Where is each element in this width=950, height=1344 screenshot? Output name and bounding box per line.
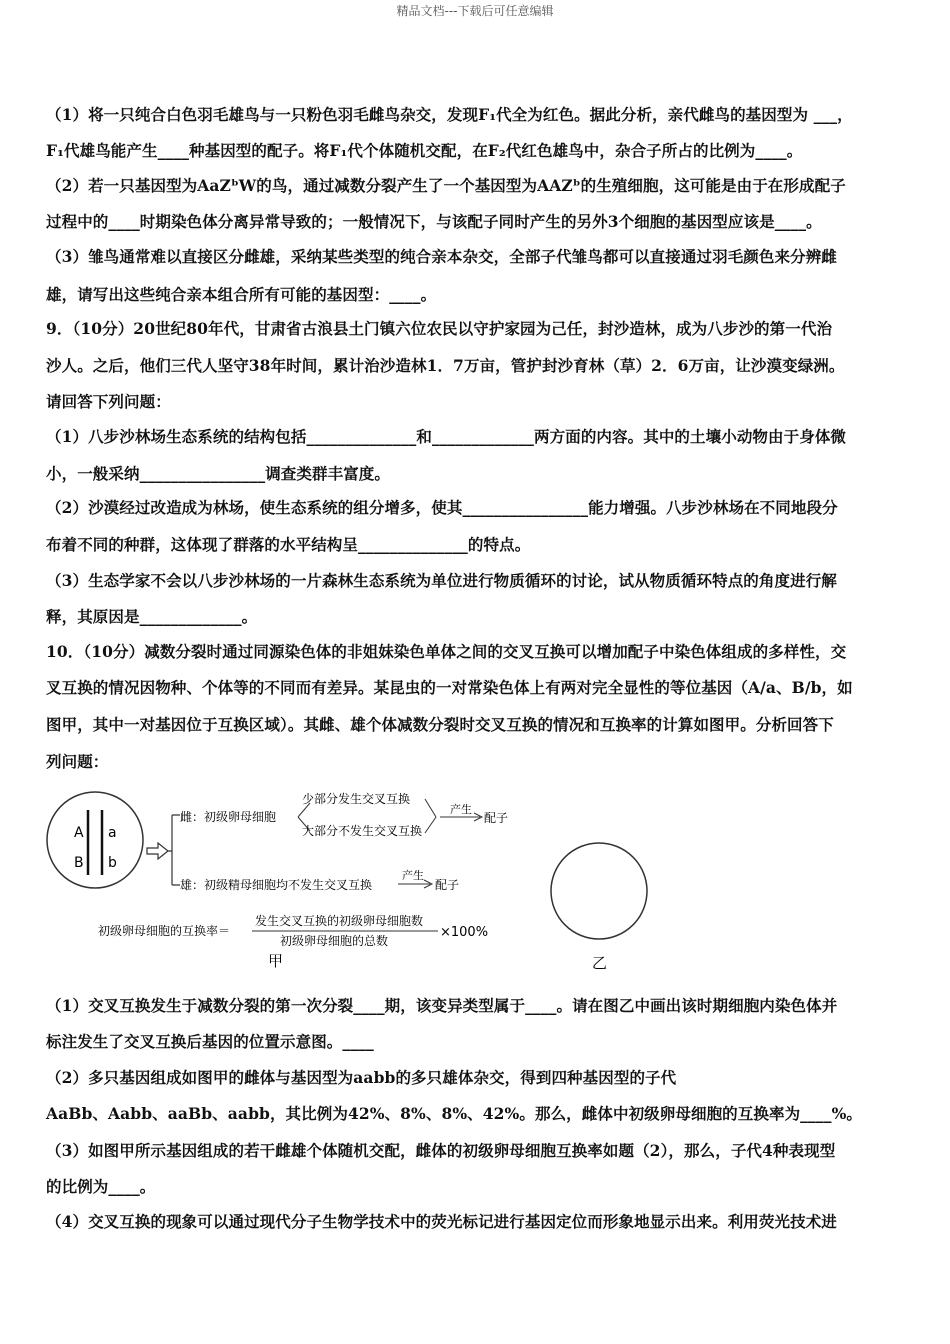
formula-times: ×100% xyxy=(440,925,489,940)
text-line: （1）交叉互换发生于减数分裂的第一次分裂____期，该变异类型属于____。请在图乙中画出该时期细胞内染色体并 xyxy=(46,996,838,1015)
produce-label-1: 产生 xyxy=(450,803,472,816)
text-line: （4）交叉互换的现象可以通过现代分子生物学技术中的荧光标记进行基因定位而形象地显示出来。利用荧光技术进 xyxy=(46,1212,837,1231)
text-line: 叉互换的情况因物种、个体等的不同而有差异。某昆虫的一对常染色体上有两对完全显性的等位基因（A/a、B/b，如 xyxy=(46,678,853,697)
text-line: AaBb、Aabb、aaBb、aabb，其比例为42%、8%、8%、42%。那么，雌体中初级卵母细胞的互换率为____%。 xyxy=(46,1104,862,1123)
formula-left: 初级卵母细胞的互换率＝ xyxy=(98,924,231,938)
gene-a: a xyxy=(108,825,117,841)
text-line: （3）生态学家不会以八步沙林场的一片森林生态系统为单位进行物质循环的讨论，试从物质循环特点的角度进行解 xyxy=(46,571,837,590)
text-line: 布着不同的种群，这体现了群落的水平结构呈______________的特点。 xyxy=(46,535,531,554)
text-line: 标注发生了交叉互换后基因的位置示意图。____ xyxy=(46,1032,374,1051)
text-line: （1）八步沙林场生态系统的结构包括______________和_____________两方面的内容。其中的土壤小动物由于身体微 xyxy=(46,427,847,446)
gene-A: A xyxy=(74,825,84,841)
female-label: 雌：初级卵母细胞 xyxy=(180,810,277,824)
text-line: （3）雏鸟通常难以直接区分雌雄，采纳某些类型的纯合亲本杂交，全部子代雏鸟都可以直接通过羽毛颜色来分辨雌 xyxy=(46,247,837,266)
text-line: （2）沙漠经过改造成为林场，使生态系统的组分增多，使其________________能力增强。八步沙林场在不同地段分 xyxy=(46,498,838,517)
formula-numerator: 发生交叉互换的初级卵母细胞数 xyxy=(255,914,424,928)
cell-circle xyxy=(47,792,143,888)
text-line: （2）若一只基因型为AaZᵇW的鸟，通过减数分裂产生了一个基因型为AAZᵇ的生殖细胞，这可能是由于在形成配子 xyxy=(46,176,846,195)
branch-most: 大部分不发生交叉互换 xyxy=(302,824,423,838)
question-9-line: 9．（10分）20世纪80年代，甘肃省古浪县土门镇六位农民以守护家园为己任，封沙造林，成为八步沙的第一代治 xyxy=(46,319,833,338)
produce-label-2: 产生 xyxy=(402,869,424,882)
label-yi: 乙 xyxy=(592,954,608,972)
gamete-label-1: 配子 xyxy=(484,811,509,825)
text-line: 的比例为____。 xyxy=(46,1177,156,1196)
question-10-line: 10．（10分）减数分裂时通过同源染色体的非姐妹染色单体之间的交叉互换可以增加配子中染色体组成的多样性，交 xyxy=(46,642,847,661)
branch-few: 少部分发生交叉互换 xyxy=(302,792,411,806)
text-line: （1）将一只纯合白色羽毛雄鸟与一只粉色羽毛雌鸟杂交，发现F₁代全为红色。据此分析，亲代雌鸟的基因型为 ___， xyxy=(46,105,853,124)
text-line: 请回答下列问题： xyxy=(46,392,171,411)
text-line: F₁代雄鸟能产生____种基因型的配子。将F₁代个体随机交配，在F₂代红色雄鸟中，杂合子所占的比例为____。 xyxy=(46,141,803,160)
gene-B: B xyxy=(74,855,84,871)
text-line: 释，其原因是_____________。 xyxy=(46,607,258,626)
merge-lines xyxy=(425,799,436,833)
formula-denominator: 初级卵母细胞的总数 xyxy=(280,934,389,948)
gamete-label-2: 配子 xyxy=(435,878,460,892)
label-jia: 甲 xyxy=(268,952,284,970)
text-line: 雄，请写出这些纯合亲本组合所有可能的基因型：____。 xyxy=(46,285,437,304)
text-line: 列问题： xyxy=(46,752,109,771)
text-line: （2）多只基因组成如图甲的雌体与基因型为aabb的多只雄体杂交，得到四种基因型的子代 xyxy=(46,1068,677,1087)
gene-b: b xyxy=(108,855,117,871)
page-header: 精品文档---下载后可任意编辑 xyxy=(396,4,554,18)
text-line: （3）如图甲所示基因组成的若干雌雄个体随机交配，雌体的初级卵母细胞互换率如题（2），那么，子代4种表现型 xyxy=(46,1141,836,1160)
text-line: 沙人。之后，他们三代人坚守38年时间，累计治沙造林1．7万亩，管护封沙育林（草）2．6万亩，让沙漠变绿洲。 xyxy=(46,356,845,375)
text-line: 过程中的____时期染色体分离异常导致的；一般情况下，与该配子同时产生的另外3个细胞的基因型应该是____。 xyxy=(46,212,822,231)
text-line: 图甲，其中一对基因位于互换区域）。其雌、雄个体减数分裂时交叉互换的情况和互换率的计算如图甲。分析回答下 xyxy=(46,715,834,734)
empty-cell-circle xyxy=(551,843,647,939)
bracket xyxy=(168,815,180,885)
text-line: 小，一般采纳________________调查类群丰富度。 xyxy=(46,464,391,483)
male-label: 雄：初级精母细胞均不发生交叉互换 xyxy=(180,878,373,892)
hollow-arrow-icon xyxy=(147,843,168,859)
figure-jia-yi xyxy=(40,785,660,980)
